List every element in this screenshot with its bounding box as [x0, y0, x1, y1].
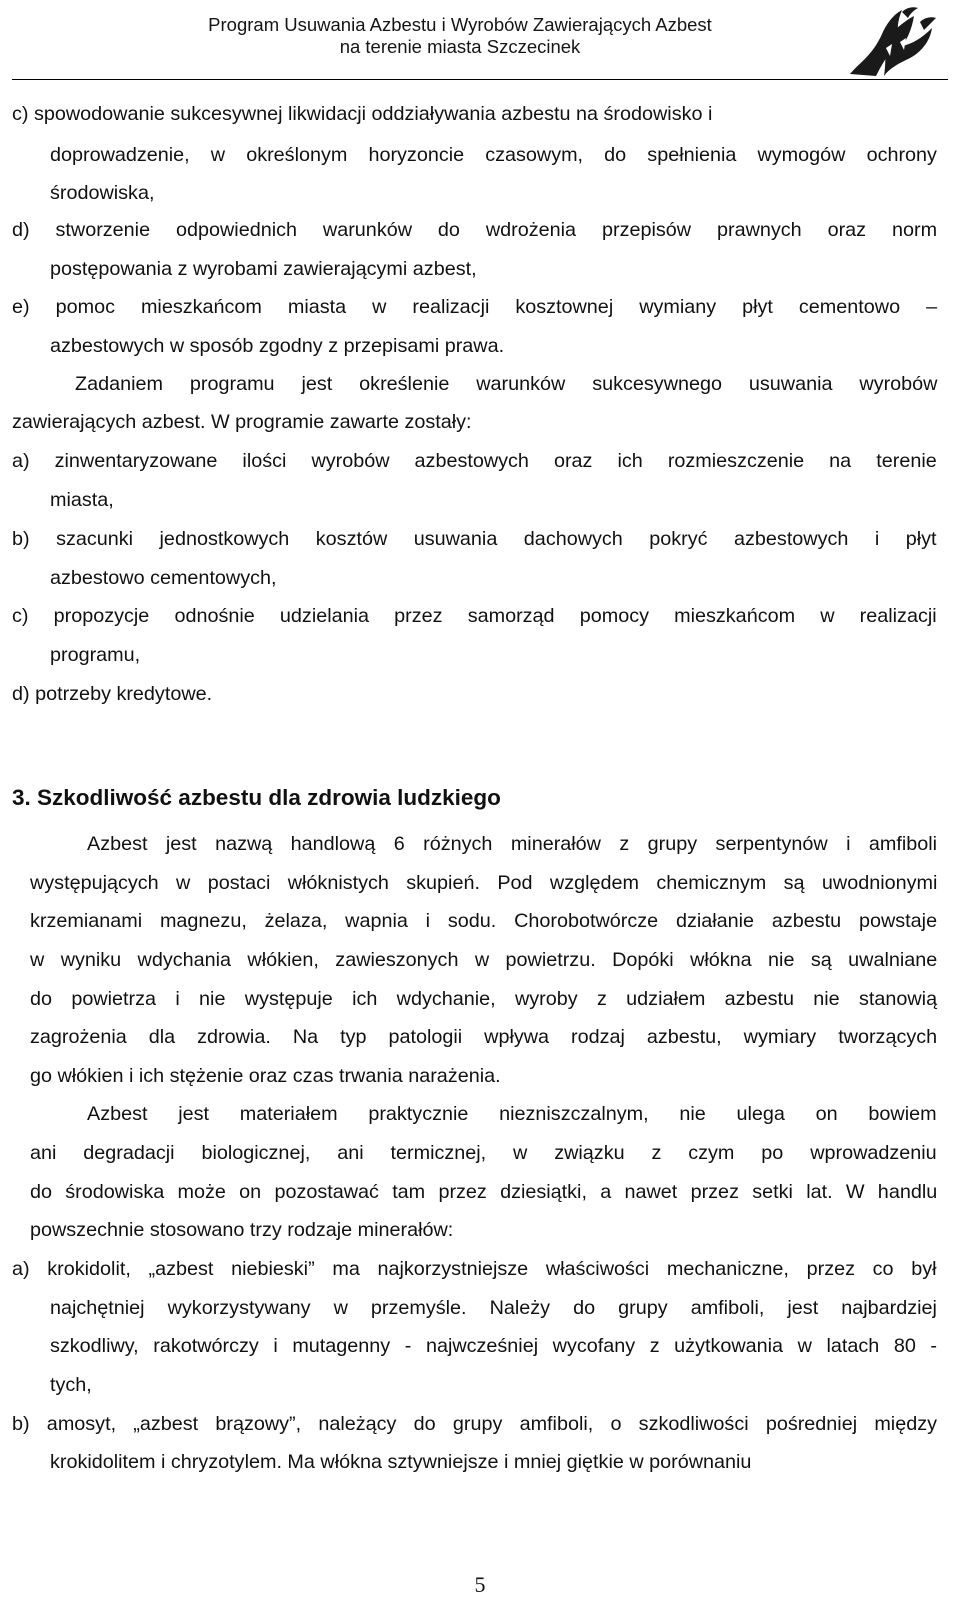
text-line: doprowadzenie, w określonym horyzoncie czasowym, do spełnienia wymogów ochrony — [50, 144, 937, 166]
text-line: do środowiska może on pozostawać tam przez dziesiątki, a nawet przez setki lat. W handlu — [30, 1181, 938, 1203]
running-header — [110, 14, 810, 58]
text-line: tych, — [50, 1374, 92, 1396]
header-title: Program Usuwania Azbestu i Wyrobów Zawierających Azbest — [208, 14, 712, 35]
text-line: krokidolitem i chryzotylem. Ma włókna sztywniejsze i mniej giętkie w porównaniu — [50, 1451, 752, 1473]
text-line: w wyniku wdychania włókien, zawieszonych w powietrzu. Dopóki włókna nie są uwalniane — [30, 949, 938, 971]
text-line: występujących w postaci włóknistych skupień. Pod względem chemicznym są uwodnionymi — [30, 872, 938, 894]
text-line: go włókien i ich stężenie oraz czas trwania narażenia. — [30, 1065, 501, 1087]
szczecinek-logo — [842, 4, 940, 82]
text-line: najchętniej wykorzystywany w przemyśle. Należy do grupy amfiboli, jest najbardziej — [50, 1297, 937, 1319]
text-line: b) szacunki jednostkowych kosztów usuwania dachowych pokryć azbestowych i płyt — [12, 528, 937, 550]
page-number: 5 — [474, 1572, 486, 1597]
text-line: b) amosyt, „azbest brązowy”, należący do grupy amfiboli, o szkodliwości pośredniej między — [12, 1413, 937, 1435]
text-line: azbestowych w sposób zgodny z przepisami prawa. — [50, 335, 505, 357]
section-heading: 3. Szkodliwość azbestu dla zdrowia ludzkiego — [12, 785, 501, 810]
text-line-content: c) spowodowanie sukcesywnej likwidacji oddziaływania azbestu na środowisko i — [12, 103, 713, 125]
text-line: powszechnie stosowano trzy rodzaje minerałów: — [30, 1219, 454, 1241]
text-line: ani degradacji biologicznej, ani termicznej, w związku z czym po wprowadzeniu — [30, 1142, 937, 1164]
text-line: do powietrza i nie występuje ich wdychanie, wyroby z udziałem azbestu nie stanowią — [30, 988, 938, 1010]
text-line: azbestowo cementowych, — [50, 567, 277, 589]
header-divider — [12, 79, 948, 80]
text-line: programu, — [50, 644, 141, 666]
text-line: zawierających azbest. W programie zawarte zostały: — [12, 411, 472, 433]
text-line: Azbest jest materiałem praktycznie niezniszczalnym, nie ulega on bowiem — [87, 1103, 937, 1125]
text-line: d) stworzenie odpowiednich warunków do wdrożenia przepisów prawnych oraz norm — [12, 219, 938, 241]
text-line: Azbest jest nazwą handlową 6 różnych minerałów z grupy serpentynów i amfiboli — [87, 833, 938, 855]
text-line: zagrożenia dla zdrowia. Na typ patologii wpływa rodzaj azbestu, wymiary tworzących — [30, 1026, 938, 1048]
text-line: a) krokidolit, „azbest niebieski” ma najkorzystniejsze właściwości mechaniczne, przez co był — [12, 1258, 937, 1280]
text-line: krzemianami magnezu, żelaza, wapnia i sodu. Chorobotwórcze działanie azbestu powstaje — [30, 910, 938, 932]
text-line: d) potrzeby kredytowe. — [12, 683, 213, 705]
header-subtitle: na terenie miasta Szczecinek — [339, 36, 581, 57]
text-line: środowiska, — [50, 182, 155, 204]
text-line: c) propozycje odnośnie udzielania przez samorząd pomocy mieszkańcom w realizacji — [12, 605, 937, 627]
text-line: miasta, — [50, 489, 114, 511]
text-line — [12, 102, 937, 126]
text-line: szkodliwy, rakotwórczy i mutagenny - najwcześniej wycofany z użytkowania w latach 80 - — [50, 1335, 938, 1357]
text-line: e) pomoc mieszkańcom miasta w realizacji kosztownej wymiany płyt cementowo – — [12, 296, 938, 318]
text-line: a) zinwentaryzowane ilości wyrobów azbestowych oraz ich rozmieszczenie na terenie — [12, 450, 937, 472]
text-line: postępowania z wyrobami zawierającymi azbest, — [50, 258, 477, 280]
text-line: Zadaniem programu jest określenie warunków sukcesywnego usuwania wyrobów — [75, 373, 938, 395]
